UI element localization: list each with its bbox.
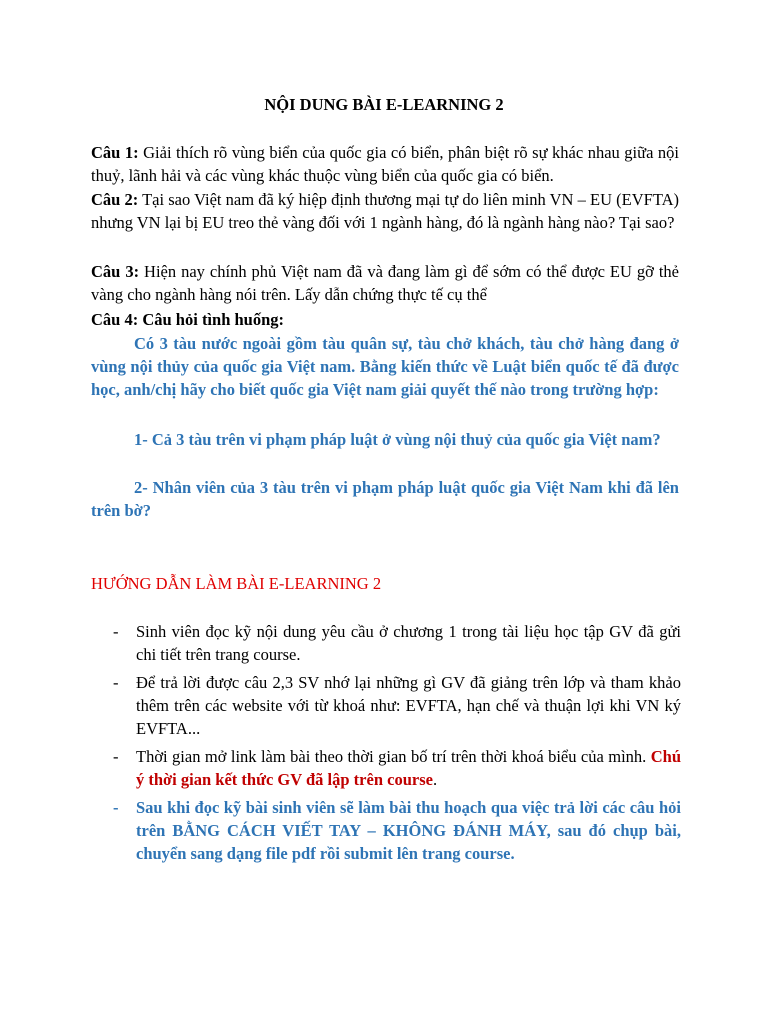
question-1-text: Giải thích rõ vùng biển của quốc gia có biển, phân biệt rõ sự khác nhau giữa nội thuỷ, lãnh hải và các vùng khác thuộc vùng biển của quốc gia có biển. <box>91 143 679 185</box>
question-1-label: Câu 1: <box>91 143 139 162</box>
guide-item <box>91 671 681 740</box>
question-2 <box>91 188 679 234</box>
question-4-label: Câu 4: Câu hỏi tình huống: <box>91 310 285 329</box>
scenario-intro: Có 3 tàu nước ngoài gồm tàu quân sự, tàu chở khách, tàu chở hàng đang ở vùng nội thủy của quốc gia Việt nam. Bằng kiến thức về Luật biển quốc tế đã được học, anh/chị hãy cho biết quốc gia Việt nam giải quyết thế nào trong trường hợp: <box>91 334 679 399</box>
question-3-text: Hiện nay chính phủ Việt nam đã và đang làm gì để sớm có thể được EU gỡ thẻ vàng cho ngành hàng nói trên. Lấy dẫn chứng thực tế cụ thể <box>91 262 679 304</box>
guide-title: HƯỚNG DẪN LÀM BÀI E-LEARNING 2 <box>91 574 382 593</box>
guide-item <box>91 796 681 865</box>
document-title: NỘI DUNG BÀI E-LEARNING 2 <box>264 95 504 114</box>
list-dash: - <box>113 673 119 692</box>
guide-item-emphasis: Chú ý thời gian kết thức GV đã lập trên course <box>136 747 682 789</box>
question-3 <box>91 260 679 306</box>
question-1 <box>91 141 679 187</box>
guide-item-text: Để trả lời được câu 2,3 SV nhớ lại những gì GV đã giảng trên lớp và tham khảo thêm trên các website với từ khoá như: EVFTA, hạn chế và thuận lợi khi VN ký EVFTA... <box>136 673 681 738</box>
question-2-label: Câu 2: <box>91 190 139 209</box>
guide-item-tail: . <box>432 770 438 789</box>
question-2-text: Tại sao Việt nam đã ký hiệp định thương mại tự do liên minh VN – EU (EVFTA) nhưng VN lại bị EU treo thẻ vàng đối với 1 ngành hàng, đó là ngành hàng nào? Tại sao? <box>91 190 679 232</box>
guide-item <box>91 620 681 666</box>
guide-list <box>91 620 681 870</box>
question-3-label: Câu 3: <box>91 262 140 281</box>
list-dash: - <box>113 622 119 641</box>
scenario-case-1: 1- Cả 3 tàu trên vi phạm pháp luật ở vùng nội thuỷ của quốc gia Việt nam? <box>134 430 661 449</box>
list-dash: - <box>113 747 119 766</box>
scenario-case-2: 2- Nhân viên của 3 tàu trên vi phạm pháp luật quốc gia Việt Nam khi đã lên trên bờ? <box>91 478 679 520</box>
question-4 <box>91 308 679 331</box>
guide-item <box>91 745 681 791</box>
guide-item-text: Sinh viên đọc kỹ nội dung yêu cầu ở chương 1 trong tài liệu học tập GV đã gửi chi tiết trên trang course. <box>136 622 681 664</box>
guide-item-text: Sau khi đọc kỹ bài sinh viên sẽ làm bài thu hoạch qua việc trả lời các câu hỏi trên BẰNG CÁCH VIẾT TAY – KHÔNG ĐÁNH MÁY, sau đó chụp bài, chuyển sang dạng file pdf rồi submit lên trang course. <box>136 798 681 863</box>
guide-item-text: Thời gian mở link làm bài theo thời gian bố trí trên thời khoá biểu của mình. <box>136 747 647 766</box>
list-dash: - <box>113 798 119 817</box>
